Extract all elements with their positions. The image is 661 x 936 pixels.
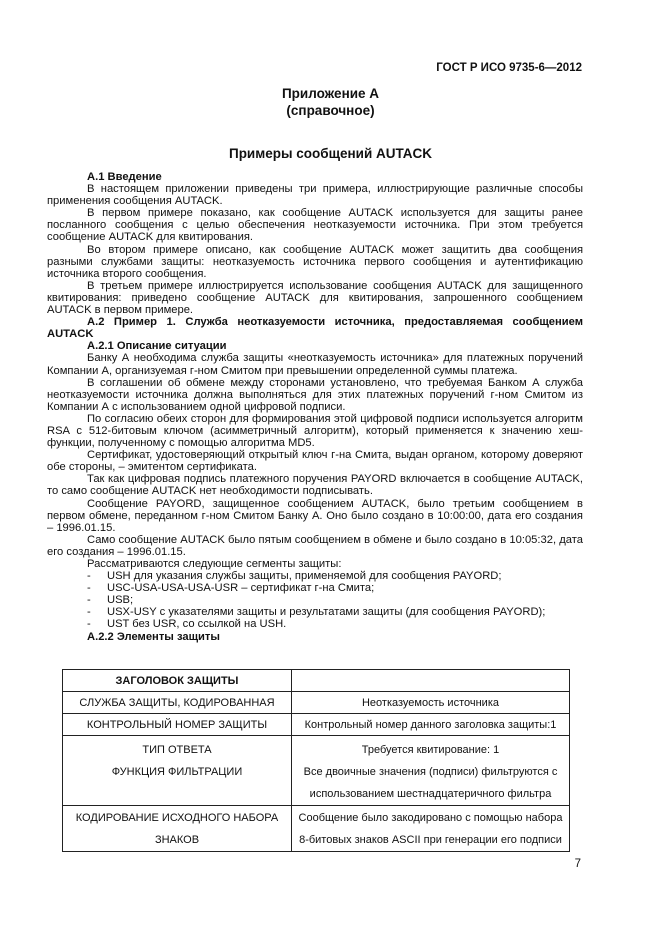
paragraph: В настоящем приложении приведены три примера, иллюстрирующие различные способы применения сообщения AUTACK. <box>47 183 583 208</box>
heading-a1: А.1 Введение <box>87 171 162 183</box>
heading-a21: А.2.1 Описание ситуации <box>87 340 227 353</box>
paragraph: В соглашении об обмене между сторонами установлено, что требуемая Банком А служба неотказуемости источника должна выполняться для этих платежных поручений г-ном Смитом из Компании А с использованием одной цифровой подписи. <box>47 376 583 413</box>
table-row <box>63 714 570 736</box>
list-item: - USH для указания службы защиты, применяемой для сообщения PAYORD; <box>87 570 502 583</box>
table-cell: Неотказуемость источника <box>292 692 570 714</box>
table-header-cell: ЗАГОЛОВОК ЗАЩИТЫ <box>63 670 292 692</box>
paragraph: Само сообщение AUTACK было пятым сообщением в обмене и было создано в 10:05:32, дата его создания – 1996.01.15. <box>47 533 583 558</box>
table-row <box>63 736 570 806</box>
table-cell: КОНТРОЛЬНЫЙ НОМЕР ЗАЩИТЫ <box>63 714 292 736</box>
document-header: ГОСТ Р ИСО 9735-6—2012 <box>436 62 582 74</box>
heading-a22: А.2.2 Элементы защиты <box>87 630 220 643</box>
table-cell-empty <box>292 670 570 692</box>
paragraph: В первом примере показано, как сообщение AUTACK используется для защиты ранее посланного сообщения с целью обеспечения неотказуемости источника. При этом требуется сообщение AUTACK для квитирования. <box>47 207 583 244</box>
table-cell: Требуется квитирование: 1 Все двоичные значения (подписи) фильтруются с использованием шестнадцатеричного фильтра <box>292 736 570 806</box>
table-cell: ТИП ОТВЕТА ФУНКЦИЯ ФИЛЬТРАЦИИ <box>63 736 292 806</box>
paragraph: Банку А необходима служба защиты «неотказуемость источника» для платежных поручений Компании А, организуемая г-ном Смитом при превышении определенной суммы платежа. <box>47 352 583 377</box>
paragraph: В третьем примере иллюстрируется использование сообщения AUTACK для защищенного квитирования: приведено сообщение AUTACK для квитирования, запрошенного сообщением AUTACK в первом примере. <box>47 279 583 317</box>
list-item: - UST без USR, со ссылкой на USH. <box>87 618 287 631</box>
appendix-subtitle: (справочное) <box>286 103 375 118</box>
list-item: - USX-USY с указателями защиты и результатами защиты (для сообщения PAYORD); <box>87 606 546 619</box>
table-row <box>63 806 570 852</box>
table-cell: КОДИРОВАНИЕ ИСХОДНОГО НАБОРА ЗНАКОВ <box>63 806 292 852</box>
paragraph: По согласию обеих сторон для формирования этой цифровой подписи используется алгоритм RSA с 512-битовым ключом (асимметричный алгоритм), который применяется к значению хеш-функции, полученному с помощью алгоритма MD5. <box>47 412 583 450</box>
paragraph: Во втором примере описано, как сообщение AUTACK может защитить два сообщения разными службами защиты: неотказуемость источника первого сообщения и аутентификацию источника второго сообщения. <box>47 243 583 280</box>
table-row <box>63 692 570 714</box>
paragraph: Рассматриваются следующие сегменты защиты: <box>87 558 342 570</box>
section-title: Примеры сообщений AUTACK <box>228 146 432 161</box>
paragraph: Так как цифровая подпись платежного поручения PAYORD включается в сообщение AUTACK, то само сообщение AUTACK нет необходимости подписывать. <box>47 473 583 498</box>
table-cell: СЛУЖБА ЗАЩИТЫ, КОДИРОВАННАЯ <box>63 692 292 714</box>
table-cell: Контрольный номер данного заголовка защиты:1 <box>292 714 570 736</box>
heading-a2: А.2 Пример 1. Служба неотказуемости источника, предоставляемая сообщением AUTACK <box>47 316 583 341</box>
page-number: 7 <box>574 858 581 870</box>
body-text <box>47 171 583 643</box>
list-item: - USB; <box>87 594 134 607</box>
paragraph: Сертификат, удостоверяющий открытый ключ г-на Смита, выдан органом, которому доверяют обе стороны, – эмитентом сертификата. <box>47 449 583 474</box>
table-cell: Сообщение было закодировано с помощью набора 8-битовых знаков ASCII при генерации его подписи <box>292 806 570 852</box>
segment-list <box>47 570 583 630</box>
list-item: - USC-USA-USA-USA-USR – сертификат г-на Смита; <box>87 582 375 595</box>
table-row <box>63 670 570 692</box>
appendix-title: Приложение А <box>281 86 380 101</box>
security-header-table <box>62 669 570 852</box>
paragraph: Сообщение PAYORD, защищенное сообщением AUTACK, было третьим сообщением в первом обмене, переданном г-ном Смитом Банку А. Оно было создано в 10:00:00, дата его создания – 1996.01.15. <box>47 497 583 534</box>
